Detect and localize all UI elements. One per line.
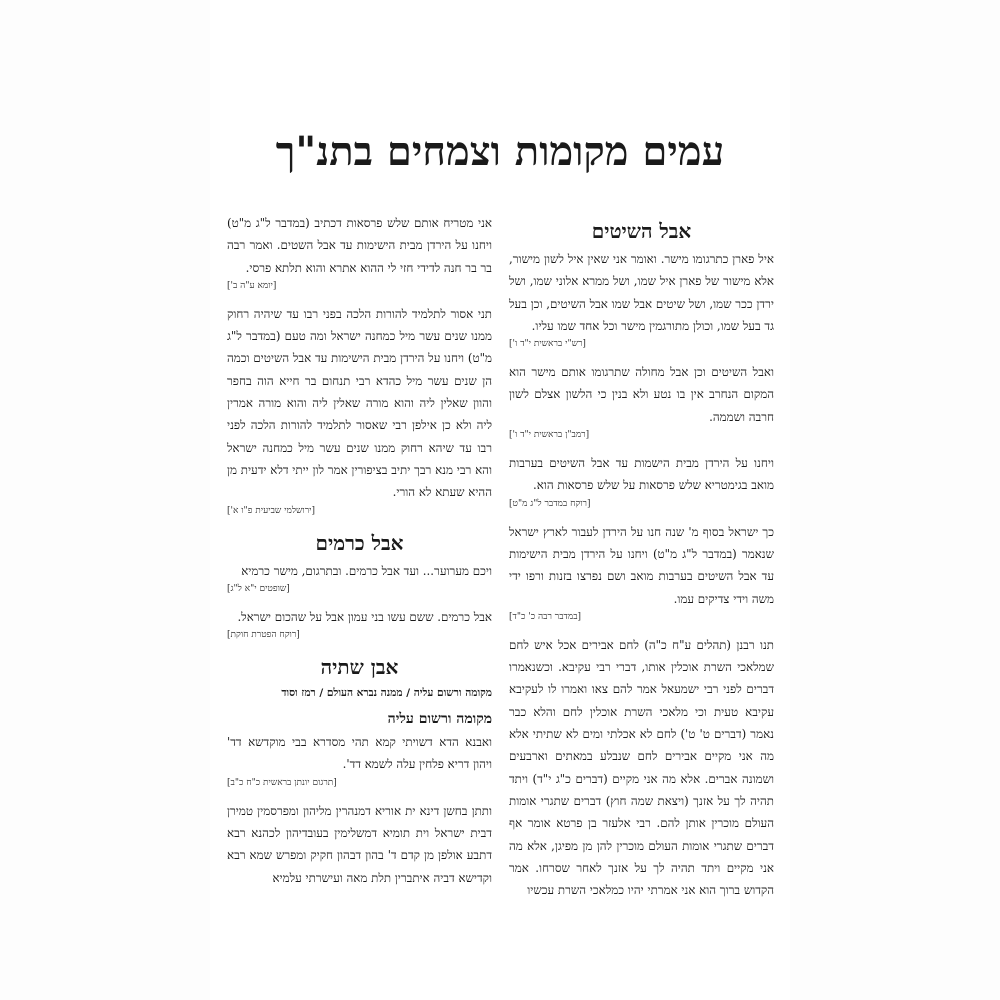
source-citation: [רמב"ן בראשית י"ד ו']: [509, 430, 590, 441]
section-heading-avel-hashitim: אבל השיטים: [591, 219, 692, 243]
source-citation: [ירושלמי שביעית פ"ו א']: [227, 505, 316, 516]
source-citation: [רוקח במדבר ל"ג מ"ט]: [509, 498, 591, 509]
right-column: [509, 212, 774, 903]
section-heading-avel-keramim: אבל כרמים: [315, 530, 404, 555]
subsection-heading: מקומה ורשום עליה: [387, 711, 492, 728]
page-title: עמים מקומות וצמחים בתנ"ך: [275, 128, 725, 175]
paragraph: איל פארן כתרגומו מישר. ואומר אני שאין איל לשון מישור, אלא מישור של פארן איל שמו, ושל ממרא אלוני שמו, ושל ירדן ככר שמו, ושל שיטים אבל שמו אבל השיטים, וכן בעל גד בעל שמו, וכולן מתורגמין מישר וכל אחד שמו עליו.: [509, 252, 774, 333]
paragraph: ותתן בחשן דינא ית אוריא דמנהרין מליהון ומפרסמין טמירן דבית ישראל וית תומיא דמשלימין בעובדיהון לכהנא רבא דתבע אולפן מן קדם ד' בהון דבהון חקיק ומפרש שמא רבא וקדישא דביה איתברין תלת מאה ועישרתי עלמיא: [227, 803, 492, 885]
document-page: [210, 0, 790, 1000]
left-column: [227, 212, 492, 891]
source-citation: [במדבר רבה כ' כ"ד]: [509, 611, 582, 622]
source-citation: [רוקח הפטרת חוקת]: [227, 630, 300, 641]
paragraph: ואבנא הדא דשויתי קמא תהי מסדרא בבי מוקדשא דד' ויהון דריא פלחין עלה לשמא דד'.: [227, 735, 492, 772]
source-citation: [שופטים י"א ל"ג]: [227, 583, 290, 594]
paragraph: כך ישראל בסוף מ' שנה חנו על הירדן לעבור לארץ ישראל שנאמר (במדבר ל"ג מ"ט) ויחנו על הירדן מבית הישימות עד אבל השיטים בערבות מואב ושם נפרצו בזנות ורפו ידי משה וידי צדיקים עמו.: [509, 524, 774, 606]
paragraph: אבל כרמים. ששם עשו בני עמון אבל על שהכום ישראל.: [237, 609, 492, 624]
paragraph: ואבל השיטים וכן אבל מחולה שתרגומו אותם מישר הוא המקום הנחרב אין בו נטע ולא בנין כי הלשון אצלם לשון חרבה ושממה.: [509, 365, 774, 424]
paragraph: ויכם מערוער... ועד אבל כרמים. ובתרגום, מישר כרמיא: [241, 563, 492, 578]
source-citation: [רש"י בראשית י"ד ו']: [509, 339, 586, 350]
source-citation: [יומא ע"ה ב']: [227, 280, 277, 291]
section-subtopics: מקומה ורשום עליה / ממנה נברא העולם / רמז וסוד: [281, 687, 492, 700]
paragraph: תנו רבנן (תהלים ע"ח כ"ה) לחם אבירים אכל איש לחם שמלאכי השרת אוכלין אותו, דברי רבי עקיבא. וכשנאמרו דברים לפני רבי ישמעאל אמר להם צאו ואמרו לו לעקיבא עקיבא טעית וכי מלאכי השרת אוכלין לחם והלא כבר נאמר (דברים ט' ט') לחם לא אכלתי ומים לא שתיתי אלא מה אני מקיים אבירים לחם שנבלע במאתים וארבעים ושמונה אברים. אלא מה אני מקיים (דברים כ"ג י"ד) ויתד תהיה לך על אזנך (ויצאת שמה חוץ) דברים שתגרי אומות העולם מוכרין אותן להם. רבי אלעזר בן פרטא אומר אף דברים שתגרי אומות העולם מוכרין להן מן מפיגן, אלא מה אני מקיים ויתד תהיה לך על אזנך לאחר שסרחו. אמר הקדוש ברוך הוא אני אמרתי יהיו כמלאכי השרת עכשיו: [509, 637, 774, 898]
paragraph: תני אסור לתלמיד להורות הלכה בפני רבו עד שיהיה רחוק ממנו שנים עשר מיל כמחנה ישראל ומה טעם (במדבר ל"ג מ"ט) ויחנו על הירדן מבית הישימות עד אבל השיטים וכמה הן שנים עשר מיל כהדא רבי תנחום בר חייא הוה בחפר והוון שאלין ליה והוא מורה שאלין ליה והוא מורה אמרין ליה ולא כן אילפן רבי שאסור לתלמיד להורות הלכה לפני רבו עד שיהא רחוק ממנו שנים עשר מיל כמחנה ישראל והא רבי מנא רבך יתיב בציפורין אמר לון ייתי דלא ידעית מן ההיא שעתא לא הורי.: [227, 306, 492, 500]
paragraph: אני מטריח אותם שלש פרסאות דכתיב (במדבר ל"ג מ"ט) ויחנו על הירדן מבית הישימות עד אבל השטים. ואמר רבה בר בר חנה לדידי חזי לי ההוא אתרא והוא תלתא פרסי.: [227, 216, 492, 275]
paragraph: ויחנו על הירדן מבית הישמות עד אבל השיטים בערבות מואב בגימטריא שלש פרסאות על שלש פרסאות הוא.: [509, 456, 774, 493]
section-heading-even-shetiya: אבן שתיה: [320, 655, 399, 680]
source-citation: [תרגום יונתן בראשית כ"ח כ"ב]: [227, 777, 337, 788]
